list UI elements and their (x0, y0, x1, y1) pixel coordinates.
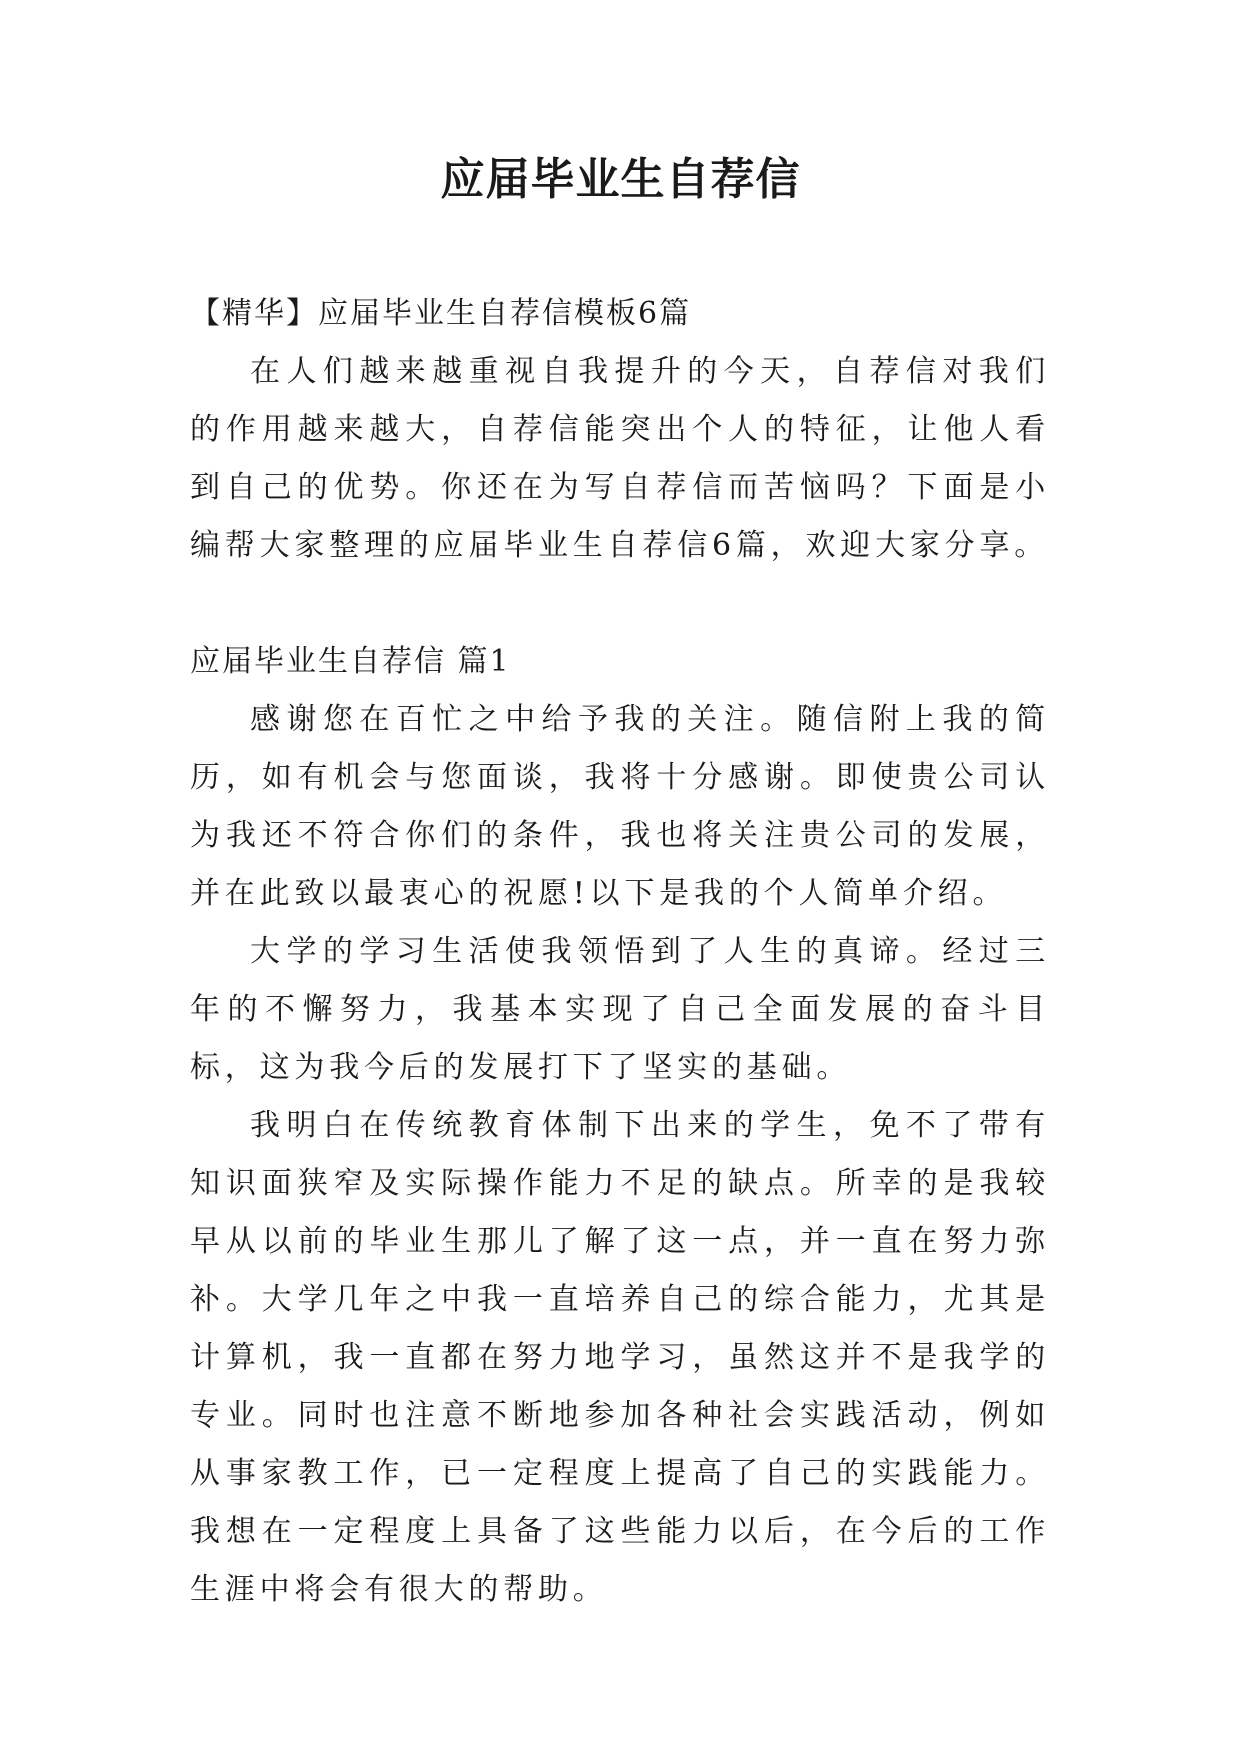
document-subtitle: 【精华】应届毕业生自荐信模板6篇 (190, 296, 692, 331)
section-spacer (190, 575, 1050, 633)
section-paragraph: 大学的学习生活使我领悟到了人生的真谛。经过三年的不懈努力，我基本实现了自己全面发展的奋斗目标，这为我今后的发展打下了坚实的基础。 (190, 934, 1050, 1085)
intro-paragraph: 在人们越来越重视自我提升的今天，自荐信对我们的作用越来越大，自荐信能突出个人的特征，让他人看到自己的优势。你还在为写自荐信而苦恼吗？下面是小编帮大家整理的应届毕业生自荐信6篇，欢迎大家分享。 (190, 354, 1050, 563)
section-paragraph: 感谢您在百忙之中给予我的关注。随信附上我的简历，如有机会与您面谈，我将十分感谢。即使贵公司认为我还不符合你们的条件，我也将关注贵公司的发展，并在此致以最衷心的祝愿!以下是我的个人简单介绍。 (190, 702, 1050, 911)
section-paragraph: 我明白在传统教育体制下出来的学生，免不了带有知识面狭窄及实际操作能力不足的缺点。所幸的是我较早从以前的毕业生那儿了解了这一点，并一直在努力弥补。大学几年之中我一直培养自己的综合能力，尤其是计算机，我一直都在努力地学习，虽然这并不是我学的专业。同时也注意不断地参加各种社会实践活动，例如从事家教工作，已一定程度上提高了自己的实践能力。我想在一定程度上具备了这些能力以后，在今后的工作生涯中将会有很大的帮助。 (190, 1108, 1050, 1607)
section-heading: 应届毕业生自荐信 篇1 (190, 644, 511, 679)
document-title: 应届毕业生自荐信 (440, 154, 801, 205)
document-body (190, 285, 1050, 1619)
